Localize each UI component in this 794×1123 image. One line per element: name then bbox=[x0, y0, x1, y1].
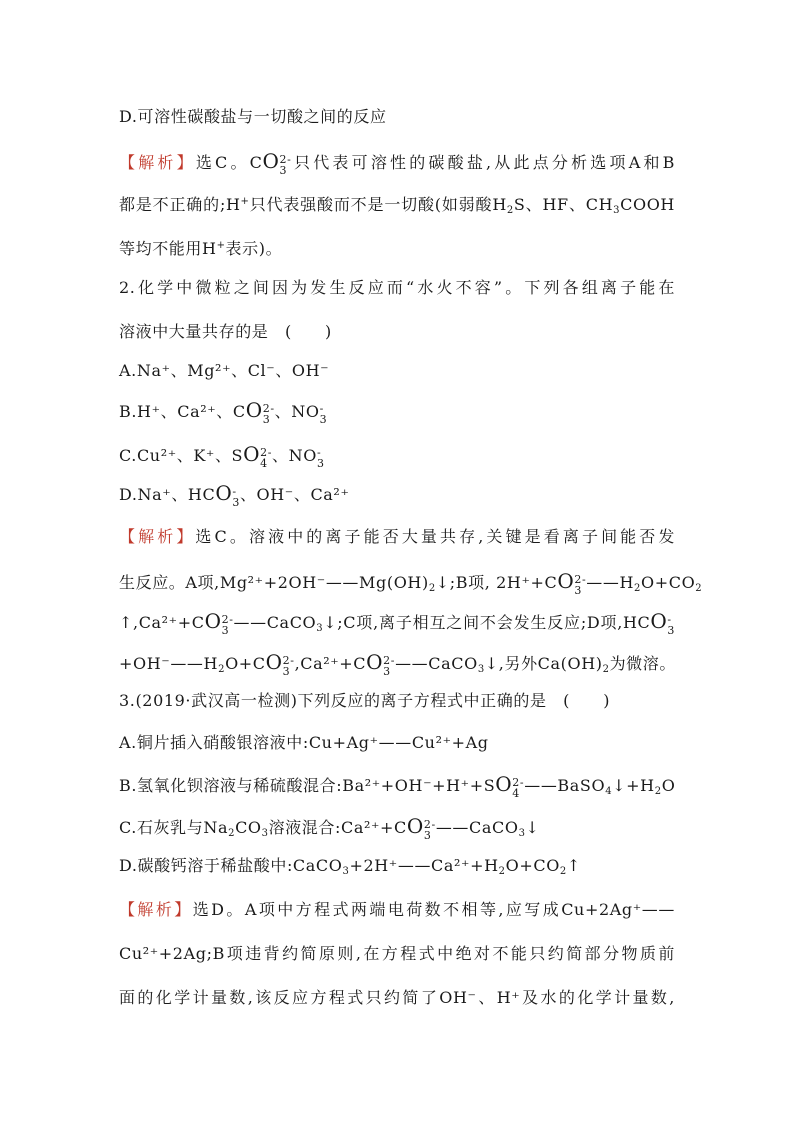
subscript: 2 bbox=[602, 664, 610, 675]
text-run bbox=[424, 819, 436, 841]
text-run: CaCO bbox=[266, 613, 317, 632]
subscript: 3 bbox=[477, 664, 485, 675]
text-run: 、N bbox=[274, 402, 306, 421]
text-run: ↓ bbox=[525, 818, 540, 837]
text-run bbox=[320, 403, 328, 425]
text-run: ↓;C项,离子相互之间不会发生反应;D项,HC bbox=[323, 613, 651, 632]
text-run: O bbox=[245, 398, 263, 422]
text-run: B.H⁺、Ca²⁺、C bbox=[119, 402, 246, 421]
reaction-arrow: —— bbox=[586, 573, 620, 592]
reaction-arrow: —— bbox=[170, 654, 204, 673]
subscript: 2 bbox=[228, 828, 236, 839]
text-run: O bbox=[303, 446, 317, 465]
sulfate-ion bbox=[243, 442, 273, 470]
bicarbonate-ion bbox=[650, 609, 675, 637]
option-d-q1 bbox=[119, 106, 387, 128]
subscript: 2 bbox=[218, 664, 226, 675]
text-run bbox=[667, 614, 675, 636]
text-run: 3 bbox=[279, 164, 288, 177]
text-run: D.碳酸钙溶于稀盐酸中:CaCO bbox=[119, 856, 343, 875]
superscript: + bbox=[240, 196, 250, 207]
text-run: O+CO bbox=[505, 856, 560, 875]
text-run: CO bbox=[235, 818, 262, 837]
text-run bbox=[383, 655, 395, 677]
text-run: 2- bbox=[574, 573, 587, 586]
text-run: 2- bbox=[279, 153, 292, 166]
carbonate-ion bbox=[366, 650, 396, 678]
text-run: C.石灰乳与Na bbox=[119, 818, 229, 837]
q3-option-c bbox=[119, 815, 540, 841]
text-run: 4 bbox=[512, 787, 520, 800]
q2-option-b bbox=[119, 399, 327, 425]
text-run: 3 bbox=[383, 665, 391, 678]
subscript: 4 bbox=[605, 786, 613, 797]
text-run bbox=[280, 154, 292, 176]
reaction-arrow: —— bbox=[397, 856, 432, 875]
subscript: 2 bbox=[559, 866, 567, 877]
q2-option-d bbox=[119, 482, 350, 508]
text-run: 、N bbox=[272, 446, 304, 465]
subscript: 2 bbox=[654, 786, 662, 797]
text-run bbox=[263, 403, 275, 425]
text-run: C.Cu²⁺、K⁺、S bbox=[119, 446, 244, 465]
text-run: O bbox=[215, 481, 233, 505]
reaction-arrow: —— bbox=[524, 776, 558, 795]
text-run: 都是不正确的;H bbox=[119, 195, 241, 214]
nitrate-ion bbox=[303, 446, 325, 470]
text-run: A.Na⁺、Mg²⁺、Cl⁻、OH⁻ bbox=[119, 361, 330, 380]
subscript: 3 bbox=[342, 866, 350, 877]
text-run: O+C bbox=[225, 654, 266, 673]
text-run: 2.化学中微粒之间因为发生反应而“水火不容”。下列各组离子能在 bbox=[119, 278, 675, 297]
text-run: 3 bbox=[232, 496, 240, 509]
text-run: 3 bbox=[221, 624, 230, 637]
explanation-1-line-1 bbox=[119, 150, 675, 176]
q3-option-a bbox=[119, 732, 489, 754]
text-run: O bbox=[650, 609, 668, 633]
text-run: 2- bbox=[423, 818, 436, 831]
explanation-3-line-1 bbox=[119, 899, 675, 921]
subscript: 3 bbox=[518, 828, 526, 839]
nitrate-ion bbox=[305, 402, 328, 426]
reaction-arrow: —— bbox=[435, 818, 470, 837]
text-run: O bbox=[406, 814, 424, 838]
sulfate-ion bbox=[495, 772, 525, 800]
text-run: O bbox=[366, 650, 384, 674]
carbonate-ion bbox=[406, 814, 436, 842]
text-run: 3 bbox=[667, 624, 675, 637]
text-run: 2- bbox=[282, 654, 295, 667]
text-run: Cu²⁺+Ag bbox=[411, 733, 489, 752]
text-run: 选C。溶液中的离子能否大量共存,关键是看离子间能否发 bbox=[195, 527, 675, 546]
text-run: CaCO bbox=[428, 654, 478, 673]
text-run: ↑,Ca²⁺+C bbox=[119, 613, 205, 632]
text-run: ↓+H bbox=[612, 776, 655, 795]
text-run: O bbox=[243, 442, 261, 466]
subscript: 3 bbox=[613, 205, 621, 216]
text-run: 3 bbox=[574, 584, 582, 597]
text-run: 面的化学计量数,该反应方程式只约简了OH⁻、H⁺及水的化学计量数, bbox=[119, 988, 675, 1007]
text-run: O bbox=[495, 772, 513, 796]
text-run: H bbox=[203, 654, 219, 673]
text-run: +2H⁺ bbox=[349, 856, 398, 875]
text-run: COOH bbox=[620, 195, 675, 214]
text-run: 3 bbox=[262, 413, 271, 426]
reaction-arrow: —— bbox=[395, 654, 429, 673]
text-run: A.铜片插入硝酸银溶液中:Cu+Ag⁺ bbox=[119, 733, 379, 752]
text-run bbox=[317, 447, 325, 469]
explanation-2-line-1 bbox=[119, 526, 675, 548]
text-run: 表示)。 bbox=[225, 239, 283, 258]
reaction-arrow: —— bbox=[641, 900, 675, 919]
explanation-tag: 【解析】 bbox=[119, 900, 193, 919]
text-run: 3 bbox=[423, 829, 432, 842]
text-run: 3 bbox=[319, 413, 328, 426]
q2-option-a bbox=[119, 360, 329, 382]
text-run: 3 bbox=[316, 457, 325, 470]
text-run: 只代表强酸而不是一切酸(如弱酸H bbox=[249, 195, 507, 214]
text-run: - bbox=[667, 613, 672, 626]
carbonate-ion bbox=[557, 569, 587, 597]
text-run: 4 bbox=[260, 457, 268, 470]
text-run: D.可溶性碳酸盐与一切酸之间的反应 bbox=[119, 107, 387, 126]
subscript: 2 bbox=[634, 583, 641, 594]
text-run: Ca²⁺+H bbox=[431, 856, 499, 875]
text-run: - bbox=[316, 446, 322, 459]
text-run: H bbox=[619, 573, 635, 592]
text-run bbox=[574, 574, 586, 596]
subscript: 2 bbox=[695, 583, 703, 594]
text-run: 溶液混合:Ca²⁺+C bbox=[268, 818, 407, 837]
reaction-arrow: —— bbox=[325, 573, 360, 592]
explanation-2-line-4 bbox=[119, 651, 676, 677]
bicarbonate-ion bbox=[215, 481, 240, 509]
question-3 bbox=[119, 690, 610, 712]
text-run: 生反应。A项,Mg²⁺+2OH⁻ bbox=[119, 573, 326, 592]
reaction-arrow: —— bbox=[233, 613, 267, 632]
text-run: ↑ bbox=[566, 856, 581, 875]
text-run: 选C。C bbox=[195, 153, 263, 172]
text-run: 2- bbox=[262, 402, 275, 415]
text-run bbox=[512, 777, 524, 799]
text-run: 、OH⁻、Ca²⁺ bbox=[239, 485, 350, 504]
explanation-2-line-2 bbox=[119, 569, 703, 597]
subscript: 2 bbox=[506, 205, 514, 216]
text-run: S、HF、CH bbox=[513, 195, 614, 214]
text-run: Cu²⁺+2Ag;B项违背约简原则,在方程式中绝对不能只约简部分物质前 bbox=[119, 944, 675, 963]
text-run: 为微溶。 bbox=[609, 654, 676, 673]
text-run: O+CO bbox=[641, 573, 696, 592]
text-run: +OH⁻ bbox=[119, 654, 171, 673]
text-run: O bbox=[204, 609, 222, 633]
reaction-arrow: —— bbox=[378, 733, 412, 752]
carbonate-ion bbox=[265, 650, 295, 678]
text-run: O bbox=[661, 776, 676, 795]
carbonate-ion bbox=[262, 149, 292, 177]
subscript: 3 bbox=[261, 828, 269, 839]
carbonate-ion bbox=[245, 398, 275, 426]
text-run: O bbox=[305, 402, 320, 421]
text-run: 只代表可溶性的碳酸盐,从此点分析选项A和B bbox=[291, 153, 676, 172]
explanation-1-line-2 bbox=[119, 194, 675, 216]
text-run: 等均不能用H bbox=[119, 239, 217, 258]
text-run: 选D。A项中方程式两端电荷数不相等,应写成Cu+2Ag⁺ bbox=[192, 900, 642, 919]
text-run: O bbox=[265, 650, 283, 674]
text-run: BaSO bbox=[557, 776, 606, 795]
text-run: 2- bbox=[260, 446, 273, 459]
explanation-3-line-3 bbox=[119, 987, 675, 1009]
q3-option-d bbox=[119, 855, 581, 877]
text-run: B.氢氧化钡溶液与稀硫酸混合:Ba²⁺+OH⁻+H⁺+S bbox=[119, 776, 496, 795]
explanation-tag: 【解析】 bbox=[119, 527, 196, 546]
q3-option-b bbox=[119, 773, 675, 799]
carbonate-ion bbox=[204, 609, 234, 637]
question-2-line-1 bbox=[119, 277, 675, 299]
explanation-3-line-2 bbox=[119, 943, 675, 965]
superscript: + bbox=[216, 240, 226, 251]
subscript: 2 bbox=[498, 866, 506, 877]
subscript: 2 bbox=[428, 583, 436, 594]
subscript: 3 bbox=[316, 623, 324, 634]
text-run: ↓;B项, 2H⁺+C bbox=[435, 573, 558, 592]
text-run: D.Na⁺、HC bbox=[119, 485, 216, 504]
text-run: O bbox=[262, 149, 280, 173]
q2-option-c bbox=[119, 443, 325, 469]
text-run: CaCO bbox=[469, 818, 519, 837]
text-run: 2- bbox=[221, 613, 234, 626]
explanation-1-line-3 bbox=[119, 238, 282, 260]
question-2-line-2 bbox=[119, 321, 332, 343]
text-run: 3 bbox=[282, 665, 291, 678]
text-run: 2- bbox=[512, 776, 525, 789]
text-run: ↓,另外Ca(OH) bbox=[484, 654, 603, 673]
text-run: 2- bbox=[383, 654, 396, 667]
explanation-2-line-3 bbox=[119, 610, 675, 636]
text-run: 溶液中大量共存的是 ( ) bbox=[119, 322, 332, 341]
explanation-tag: 【解析】 bbox=[119, 153, 196, 172]
text-run: ,Ca²⁺+C bbox=[294, 654, 367, 673]
text-run: Mg(OH) bbox=[359, 573, 429, 592]
text-run: 3.(2019·武汉高一检测)下列反应的离子方程式中正确的是 ( ) bbox=[119, 691, 611, 710]
text-run: - bbox=[319, 402, 324, 415]
text-run: - bbox=[232, 485, 237, 498]
text-run: O bbox=[557, 569, 575, 593]
text-run bbox=[232, 486, 240, 508]
text-run bbox=[283, 655, 295, 677]
text-run bbox=[222, 614, 234, 636]
text-run bbox=[260, 447, 272, 469]
